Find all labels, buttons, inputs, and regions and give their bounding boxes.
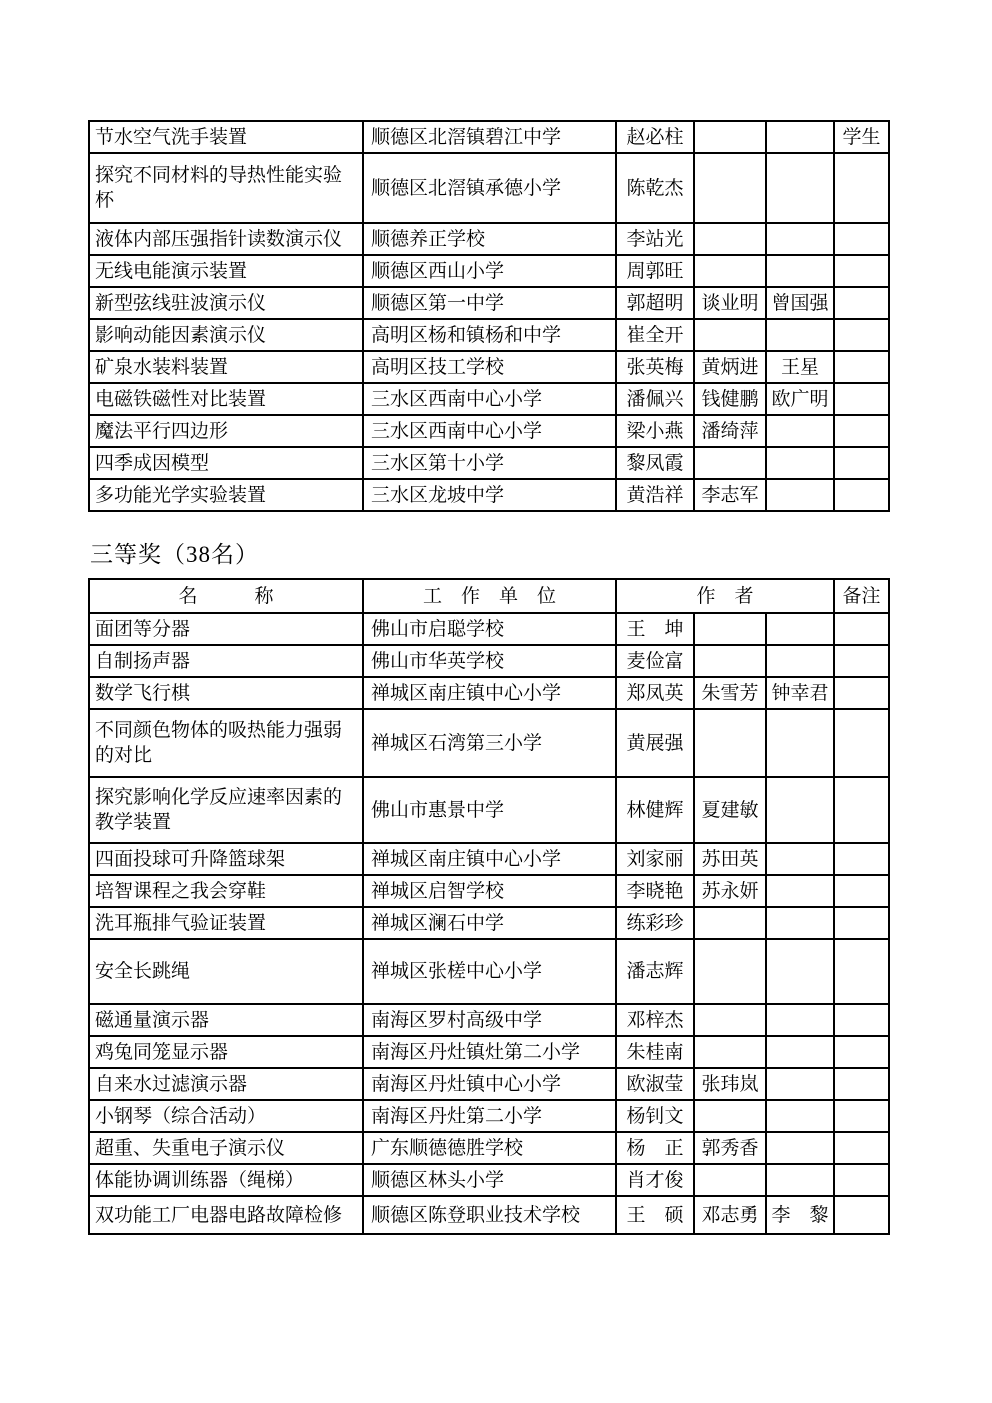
unit-cell: 顺德区第一中学 [363,287,616,319]
header-name: 名 称 [89,579,363,613]
table-row [89,777,889,843]
author-cell-1: 赵必柱 [616,121,694,153]
author-cell-2 [694,1004,766,1036]
author-cell-1: 麦俭富 [616,645,694,677]
unit-cell: 南海区罗村高级中学 [363,1004,616,1036]
author-cell-1: 林健辉 [616,777,694,843]
author-cell-3 [766,939,834,1004]
unit-cell: 禅城区南庄镇中心小学 [363,843,616,875]
unit-cell: 顺德区北滘镇碧江中学 [363,121,616,153]
author-cell-3: 李 黎 [766,1196,834,1234]
award-table-continuation [88,120,890,512]
remark-cell [834,319,889,351]
author-cell-2 [694,1100,766,1132]
author-cell-3 [766,1164,834,1196]
remark-cell [834,1068,889,1100]
unit-cell: 南海区丹灶镇灶第二小学 [363,1036,616,1068]
remark-cell [834,223,889,255]
header-remark: 备注 [834,579,889,613]
author-cell-1: 李晓艳 [616,875,694,907]
unit-cell: 佛山市启聪学校 [363,613,616,645]
author-cell-1: 潘志辉 [616,939,694,1004]
remark-cell [834,613,889,645]
unit-cell: 禅城区启智学校 [363,875,616,907]
remark-cell [834,709,889,777]
author-cell-1: 刘家丽 [616,843,694,875]
unit-cell: 顺德区西山小学 [363,255,616,287]
author-cell-2: 夏建敏 [694,777,766,843]
table-row [89,1036,889,1068]
table-row [89,613,889,645]
remark-cell: 学生 [834,121,889,153]
author-cell-2: 朱雪芳 [694,677,766,709]
unit-cell: 南海区丹灶第二小学 [363,1100,616,1132]
remark-cell [834,843,889,875]
author-cell-3: 曾国强 [766,287,834,319]
author-cell-2 [694,319,766,351]
author-cell-2 [694,121,766,153]
name-cell: 探究不同材料的导热性能实验杯 [89,153,363,223]
remark-cell [834,1036,889,1068]
author-cell-3 [766,153,834,223]
author-cell-1: 梁小燕 [616,415,694,447]
unit-cell: 佛山市惠景中学 [363,777,616,843]
author-cell-2: 李志军 [694,479,766,511]
name-cell: 影响动能因素演示仪 [89,319,363,351]
author-cell-2 [694,939,766,1004]
author-cell-2 [694,907,766,939]
remark-cell [834,1196,889,1234]
name-cell: 液体内部压强指针读数演示仪 [89,223,363,255]
author-cell-3 [766,777,834,843]
remark-cell [834,1164,889,1196]
unit-cell: 顺德养正学校 [363,223,616,255]
author-cell-3 [766,319,834,351]
name-cell: 双功能工厂电器电路故障检修 [89,1196,363,1234]
author-cell-2 [694,1036,766,1068]
author-cell-3 [766,223,834,255]
author-cell-2: 苏田英 [694,843,766,875]
remark-cell [834,677,889,709]
table-row [89,319,889,351]
unit-cell: 三水区第十小学 [363,447,616,479]
remark-cell [834,645,889,677]
author-cell-2 [694,1164,766,1196]
author-cell-3 [766,415,834,447]
name-cell: 多功能光学实验装置 [89,479,363,511]
unit-cell: 顺德区陈登职业技术学校 [363,1196,616,1234]
table-row [89,1100,889,1132]
name-cell: 磁通量演示器 [89,1004,363,1036]
third-prize-table [88,578,890,1235]
unit-cell: 禅城区澜石中学 [363,907,616,939]
award-table-continuation-body [89,121,889,511]
name-cell: 面团等分器 [89,613,363,645]
author-cell-2 [694,223,766,255]
table-row [89,153,889,223]
author-cell-1: 黎凤霞 [616,447,694,479]
unit-cell: 广东顺德德胜学校 [363,1132,616,1164]
author-cell-3 [766,645,834,677]
table-row [89,255,889,287]
author-cell-2: 郭秀香 [694,1132,766,1164]
author-cell-2 [694,645,766,677]
remark-cell [834,153,889,223]
name-cell: 四面投球可升降篮球架 [89,843,363,875]
unit-cell: 三水区龙坡中学 [363,479,616,511]
author-cell-2: 邓志勇 [694,1196,766,1234]
name-cell: 四季成因模型 [89,447,363,479]
author-cell-2 [694,153,766,223]
author-cell-3: 钟幸君 [766,677,834,709]
author-cell-1: 张英梅 [616,351,694,383]
unit-cell: 三水区西南中心小学 [363,415,616,447]
author-cell-1: 李站光 [616,223,694,255]
remark-cell [834,479,889,511]
author-cell-3 [766,1068,834,1100]
unit-cell: 禅城区石湾第三小学 [363,709,616,777]
author-cell-3 [766,479,834,511]
name-cell: 电磁铁磁性对比装置 [89,383,363,415]
author-cell-1: 黄展强 [616,709,694,777]
table-row [89,875,889,907]
author-cell-1: 欧淑莹 [616,1068,694,1100]
author-cell-2: 苏永妍 [694,875,766,907]
name-cell: 不同颜色物体的吸热能力强弱的对比 [89,709,363,777]
author-cell-1: 崔全开 [616,319,694,351]
section-heading-third-prize: 三等奖（38名） [90,542,259,567]
author-cell-1: 邓梓杰 [616,1004,694,1036]
author-cell-1: 潘佩兴 [616,383,694,415]
name-cell: 鸡兔同笼显示器 [89,1036,363,1068]
name-cell: 培智课程之我会穿鞋 [89,875,363,907]
unit-cell: 禅城区张槎中心小学 [363,939,616,1004]
unit-cell: 佛山市华英学校 [363,645,616,677]
table-row [89,939,889,1004]
author-cell-3 [766,121,834,153]
author-cell-2: 谈业明 [694,287,766,319]
author-cell-3 [766,1100,834,1132]
name-cell: 安全长跳绳 [89,939,363,1004]
remark-cell [834,875,889,907]
name-cell: 数学飞行棋 [89,677,363,709]
author-cell-1: 郭超明 [616,287,694,319]
table-row [89,415,889,447]
name-cell: 魔法平行四边形 [89,415,363,447]
third-prize-table-body [89,613,889,1234]
table-row [89,1068,889,1100]
unit-cell: 南海区丹灶镇中心小学 [363,1068,616,1100]
author-cell-3 [766,709,834,777]
name-cell: 洗耳瓶排气验证装置 [89,907,363,939]
table-row [89,645,889,677]
table-row [89,383,889,415]
author-cell-1: 练彩珍 [616,907,694,939]
author-cell-1: 杨钊文 [616,1100,694,1132]
remark-cell [834,447,889,479]
header-work-unit: 工 作 单 位 [363,579,616,613]
remark-cell [834,777,889,843]
author-cell-3 [766,447,834,479]
author-cell-1: 郑凤英 [616,677,694,709]
author-cell-2: 张玮岚 [694,1068,766,1100]
unit-cell: 顺德区林头小学 [363,1164,616,1196]
author-cell-1: 黄浩祥 [616,479,694,511]
author-cell-2 [694,709,766,777]
unit-cell: 顺德区北滘镇承德小学 [363,153,616,223]
author-cell-3 [766,843,834,875]
author-cell-1: 王 硕 [616,1196,694,1234]
author-cell-3 [766,613,834,645]
author-cell-2: 黄炳进 [694,351,766,383]
author-cell-3 [766,907,834,939]
author-cell-1: 王 坤 [616,613,694,645]
remark-cell [834,287,889,319]
table-row [89,709,889,777]
author-cell-3 [766,1004,834,1036]
table-row [89,287,889,319]
unit-cell: 禅城区南庄镇中心小学 [363,677,616,709]
table-row [89,223,889,255]
name-cell: 自制扬声器 [89,645,363,677]
name-cell: 探究影响化学反应速率因素的教学装置 [89,777,363,843]
author-cell-2 [694,447,766,479]
remark-cell [834,1004,889,1036]
table-row [89,479,889,511]
remark-cell [834,351,889,383]
author-cell-1: 肖才俊 [616,1164,694,1196]
author-cell-3: 王星 [766,351,834,383]
name-cell: 新型弦线驻波演示仪 [89,287,363,319]
author-cell-3: 欧广明 [766,383,834,415]
author-cell-2 [694,613,766,645]
header-author: 作 者 [616,579,834,613]
author-cell-3 [766,875,834,907]
remark-cell [834,1100,889,1132]
name-cell: 自来水过滤演示器 [89,1068,363,1100]
author-cell-2: 钱健鹏 [694,383,766,415]
unit-cell: 高明区杨和镇杨和中学 [363,319,616,351]
table-row [89,121,889,153]
table-row [89,1164,889,1196]
author-cell-2 [694,255,766,287]
table-header-row [89,579,889,613]
remark-cell [834,383,889,415]
remark-cell [834,1132,889,1164]
table-row [89,907,889,939]
table-row [89,843,889,875]
table-row [89,1004,889,1036]
remark-cell [834,939,889,1004]
author-cell-1: 陈乾杰 [616,153,694,223]
table-row [89,351,889,383]
remark-cell [834,907,889,939]
author-cell-1: 朱桂南 [616,1036,694,1068]
unit-cell: 高明区技工学校 [363,351,616,383]
remark-cell [834,415,889,447]
unit-cell: 三水区西南中心小学 [363,383,616,415]
name-cell: 小钢琴（综合活动） [89,1100,363,1132]
author-cell-3 [766,1036,834,1068]
table-row [89,1132,889,1164]
name-cell: 无线电能演示装置 [89,255,363,287]
table-row [89,447,889,479]
remark-cell [834,255,889,287]
table-row [89,677,889,709]
name-cell: 矿泉水装料装置 [89,351,363,383]
name-cell: 体能协调训练器（绳梯） [89,1164,363,1196]
author-cell-1: 周郭旺 [616,255,694,287]
author-cell-2: 潘绮萍 [694,415,766,447]
author-cell-1: 杨 正 [616,1132,694,1164]
author-cell-3 [766,1132,834,1164]
name-cell: 超重、失重电子演示仪 [89,1132,363,1164]
table-row [89,1196,889,1234]
author-cell-3 [766,255,834,287]
name-cell: 节水空气洗手装置 [89,121,363,153]
